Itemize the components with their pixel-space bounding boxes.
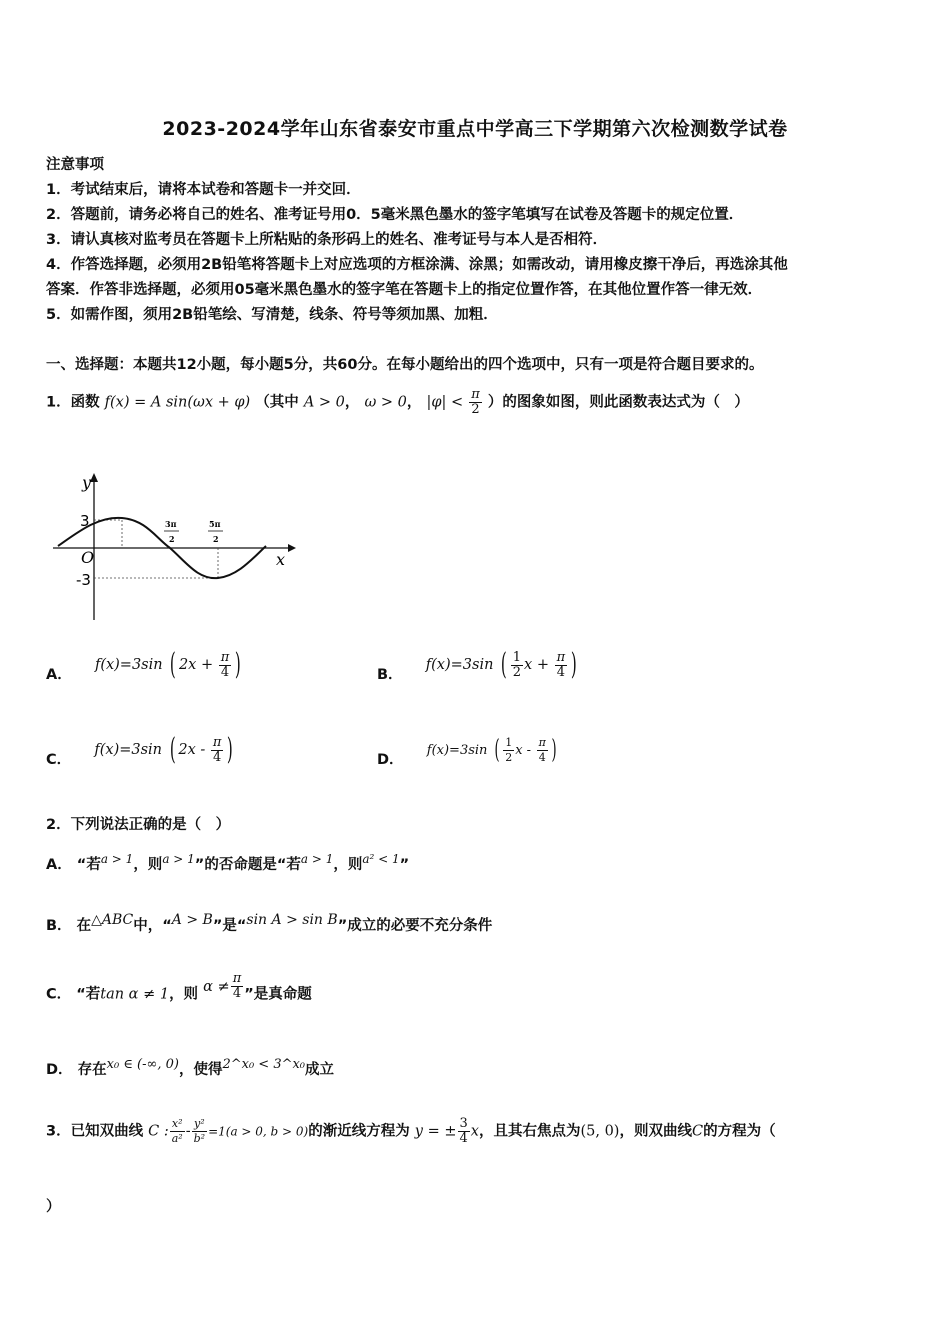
x-label: x: [276, 550, 286, 569]
q2-option-b[interactable]: B． 在$^{\triangle ABC}$中，“$^{A > B}$”是“$^{sin A > sin B}$”成立的必要不充分条件: [46, 912, 493, 934]
q1-cond-omega: ω > 0: [364, 394, 407, 411]
y-label: y: [82, 473, 92, 492]
notice-item-1: 1．考试结束后，请将本试卷和答题卡一并交回．: [46, 182, 361, 198]
y-max-label: 3: [80, 512, 90, 530]
origin-label: O: [81, 548, 95, 567]
q1-function: f(x) = A sin(ωx + φ): [104, 394, 251, 411]
notice-item-5: 5．如需作图，须用2B铅笔绘、写清楚，线条、符号等须加黑、加粗．: [46, 307, 498, 323]
q1-cond-a: A > 0: [303, 394, 345, 411]
q2-option-a[interactable]: A． “若$^{a > 1}$，则$^{a > 1}$”的否命题是“若$^{a > 1}$，则$^{a^2 < 1}$”: [46, 852, 410, 873]
q1-cond-pre: （其中: [255, 394, 299, 411]
q1-option-a[interactable]: A． f(x)=3sin ( 2x + $\frac{\pi}{4}$ ): [46, 647, 242, 683]
x-axis-arrow: [288, 544, 296, 552]
y-min-label: -3: [76, 571, 91, 589]
q1-tail: ）的图象如图，则此函数表达式为（ ）: [487, 394, 749, 411]
question-3-close: ）: [46, 1199, 61, 1215]
tick-5pi-den: 2: [213, 534, 219, 544]
notice-heading: 注意事项: [46, 157, 104, 173]
q1-cond-phi: |φ| <: [426, 394, 464, 411]
q1-option-b[interactable]: B． f(x)=3sin ( $\frac{1}{2}$ x + $\frac{\pi}{4}$ ): [377, 647, 577, 683]
y-axis-arrow: [90, 473, 98, 482]
q2-option-c[interactable]: C． “若tan α ≠ 1，则 α ≠ $\frac{\pi}{4}$ ”是真命题: [46, 971, 312, 1003]
page-title: 2023-2024学年山东省泰安市重点中学高三下学期第六次检测数学试卷: [162, 118, 788, 140]
q1-option-d[interactable]: D． f(x)=3sin ( $\frac{1}{2}$ x - $\frac{\pi}{4}$ ): [377, 735, 557, 768]
sine-graph: [48, 470, 298, 630]
q1-pi-over-2: $\frac{\pi}{2}$: [471, 387, 480, 417]
notice-item-2: 2．答题前，请务必将自己的姓名、准考证号用0．5毫米黑色墨水的签字笔填写在试卷及答题卡的规定位置．: [46, 207, 744, 223]
tick-3pi-num: 3π: [165, 519, 177, 529]
notice-item-3: 3．请认真核对监考员在答题卡上所粘贴的条形码上的姓名、准考证号与本人是否相符．: [46, 232, 608, 248]
q1-num: 1．函数: [46, 394, 100, 411]
notice-item-4-cont: 答案．作答非选择题，必须用05毫米黑色墨水的签字笔在答题卡上的指定位置作答，在其他位置作答一律无效．: [46, 282, 763, 298]
tick-3pi-den: 2: [169, 534, 175, 544]
notice-item-4: 4．作答选择题，必须用2B铅笔将答题卡上对应选项的方框涂满、涂黑；如需改动，请用橡皮擦干净后，再选涂其他: [46, 257, 788, 273]
question-2-stem: 2．下列说法正确的是（ ）: [46, 817, 231, 833]
question-1-stem: 1．函数 f(x) = A sin(ωx + φ) （其中 A > 0， ω > 0， |φ| < $\frac{\pi}{2}$ ）的图象如图，则此函数表达式为（ ）: [46, 387, 749, 417]
q1-option-c[interactable]: C． f(x)=3sin ( 2x - $\frac{\pi}{4}$ ): [46, 732, 234, 768]
q2-option-d[interactable]: D． 存在$^{x_0 \in (-\infty, 0)}$，使得$^{2\^{}x_0 < 3\^{}x_0}$成立: [46, 1057, 335, 1078]
tick-5pi-num: 5π: [209, 519, 221, 529]
section-heading: 一、选择题：本题共12小题，每小题5分，共60分。在每小题给出的四个选项中，只有一项是符合题目要求的。: [46, 357, 764, 373]
question-3-stem: 3．已知双曲线 C : $\frac{\text{x²}}{\text{a²}}$ - $\frac{\text{y²}}{\text{b²}}$ =1(a > 0, b > 0)的渐近线方程为 y = ± $\frac{3}{4}$ x，且其右焦点为(5, 0)，则双曲线C的方程为（: [46, 1116, 776, 1146]
